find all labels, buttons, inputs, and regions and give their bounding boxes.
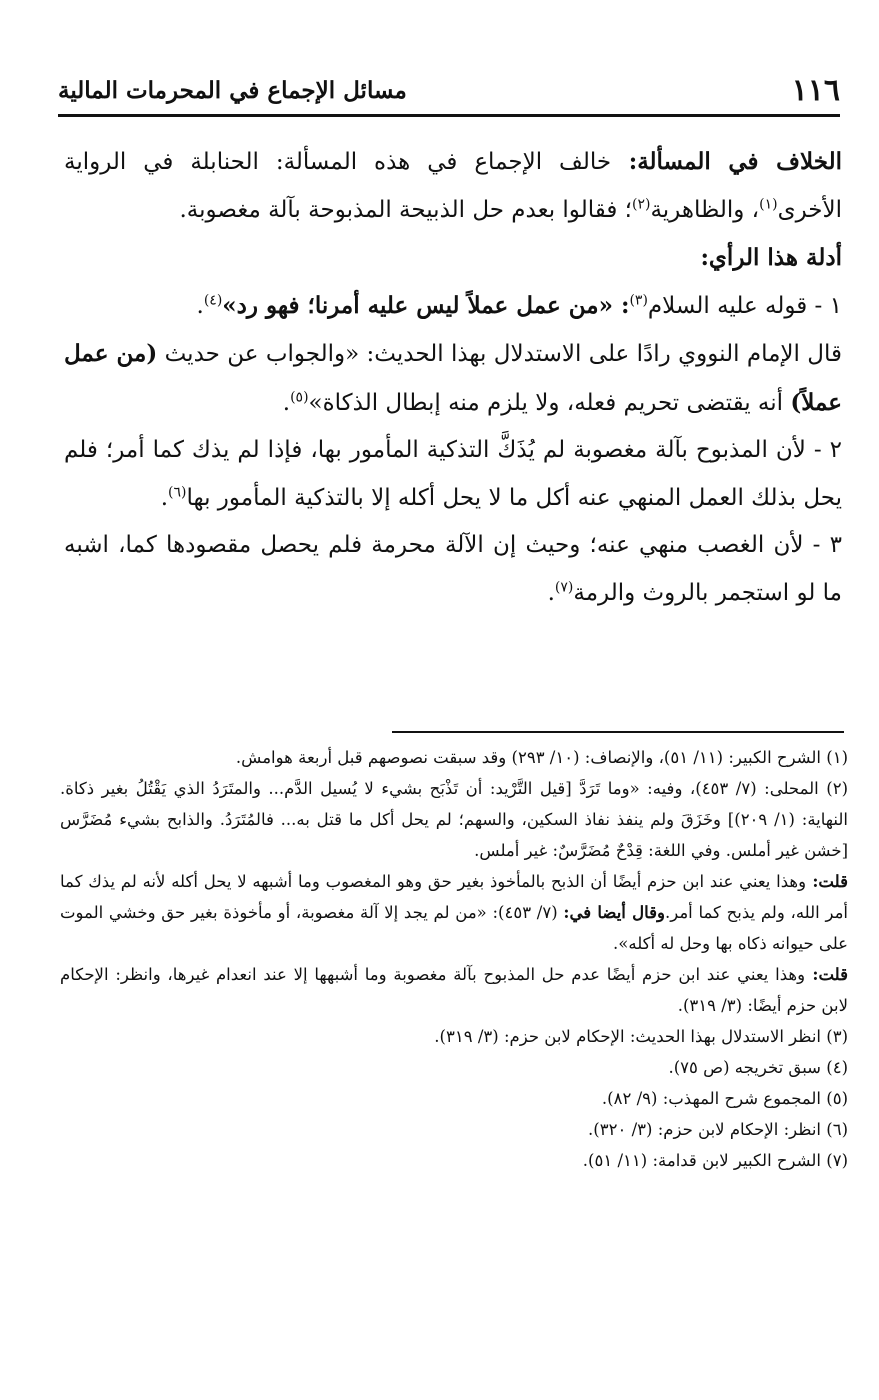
evidence-2 [64,427,842,522]
text: ٢ - لأن المذبوح بآلة مغصوبة لم يُذَكَّ التذكية المأمور بها، فإذا لم يذك كما أمر؛ فلم يحل بذلك العمل المنهي عنه أكل ما لا يحل أكله إلا بالتذكية المأمور بها [64,437,842,511]
text: . [196,292,204,319]
text: أنه يقتضى تحريم فعله، ولا يلزم منه إبطال الذكاة» [308,389,791,416]
footnote-ref-7[interactable]: (٧) [554,578,574,595]
disagreement-heading: الخلاف في المسألة: [611,148,842,175]
evidence-1 [64,282,842,331]
main-text [64,138,842,617]
footnote-ref-1[interactable]: (١) [759,195,778,212]
text: (٧/ ٤٥٣): «من لم يجد إلا آلة مغصوبة، أو مأخوذة بغير حق وخشي الموت على حيوانه ذكاه بها وحل له أكله». [60,903,848,953]
footnote-5: (٥) المجموع شرح المهذب: (٩/ ٨٢). [601,1089,848,1108]
text: . [160,484,168,511]
footnote-2-comment-1 [60,866,848,959]
footnote-1: (١) الشرح الكبير: (١١/ ٥١)، والإنصاف: (١٠/ ٢٩٣) وقد سبقت نصوصهم قبل أربعة هوامش. [235,748,848,767]
header-rule [58,114,840,117]
footnote-4: (٤) سبق تخريجه (ص ٧٥). [668,1058,848,1077]
footnote-6: (٦) انظر: الإحكام لابن حزم: (٣/ ٣٢٠). [588,1120,848,1139]
footnote-2: (٢) المحلى: (٧/ ٤٥٣)، وفيه: «وما تَرَدَّ [قيل التَّرْيد: أن تَذْبَح بشيء لا يُسيل الدَّم... والمتَرَدُ الذي يَقْتُلُ بغير ذكاة. النهاية: (١/ ٢٠٩)] وخَزَقَ ولم ينفذ نفاذ السكين، والسهم؛ لم يحل أكل ما قتل به... فالمُتَرَدُ. والذابح بشيء مُضَرَّس [خشن غير أملس. وفي اللغة: قِدْحٌ مُضَرَّسٌ: غير أملس. [60,779,848,860]
footnote-7: (٧) الشرح الكبير لابن قدامة: (١١/ ٥١). [582,1151,848,1170]
nawawi-quote [64,330,842,427]
text: ٣ - لأن الغصب منهي عنه؛ وحيث إن الآلة محرمة فلم يحصل مقصودها كما، اشبه ما لو استجمر بالروث والرمة [64,532,842,606]
page-header [58,66,840,114]
footnote-ref-3[interactable]: (٣) [629,291,648,308]
text: ١ - قوله عليه السلام [647,292,842,319]
text: قال الإمام النووي رادًا على الاستدلال بهذا الحديث: «والجواب عن حديث [157,341,842,367]
footnote-2-comment-2 [60,959,848,1021]
text: . [547,579,555,606]
footnote-separator [392,731,844,733]
hadith-quote: : «من عمل عملاً ليس عليه أمرنا؛ فهو رد» [222,291,630,319]
footnote-ref-5[interactable]: (٥) [290,388,309,405]
hadith-phrase: (من عمل عملاً) [64,340,842,416]
comment-mark: قلت: [805,965,848,984]
footnote-ref-2[interactable]: (٢) [631,195,651,212]
footnotes [60,742,848,1176]
evidence-heading: أدلة هذا الرأي: [700,244,842,271]
evidence-3 [64,522,842,617]
text: خالف الإجماع في هذه المسألة: الحنابلة في الرواية الأخرى [64,149,842,223]
text: . [282,389,291,416]
page-number: ١١٦ [791,73,840,108]
text: وهذا يعني عند ابن حزم أيضًا أن الذبح بالمأخوذ بغير حق وهو المغصوب وما أشبهه لا يحل أكله لأنه لم يذك كما أمر الله، ولم يذبح كما أمر. [60,872,849,922]
comment-mark: قلت: [806,872,848,891]
footnote-3: (٣) انظر الاستدلال بهذا الحديث: الإحكام لابن حزم: (٣/ ٣١٩). [434,1027,848,1046]
text: ؛ فقالوا بعدم حل الذبيحة المذبوحة بآلة مغصوبة. [179,196,632,223]
text: وقال أيضا في: [563,903,665,922]
paragraph-disagreement [64,138,842,234]
footnote-ref-4[interactable]: (٤) [203,291,223,308]
running-title: مسائل الإجماع في المحرمات المالية [58,77,407,104]
text: وهذا يعني عند ابن حزم أيضًا عدم حل المذبوح بآلة مغصوبة وما أشبهها إلا عند انعدام غيرها، وانظر: الإحكام لابن حزم أيضًا: (٣/ ٣١٩). [60,965,848,1015]
text: ، والظاهرية [650,196,760,223]
footnote-ref-6[interactable]: (٦) [168,483,187,500]
